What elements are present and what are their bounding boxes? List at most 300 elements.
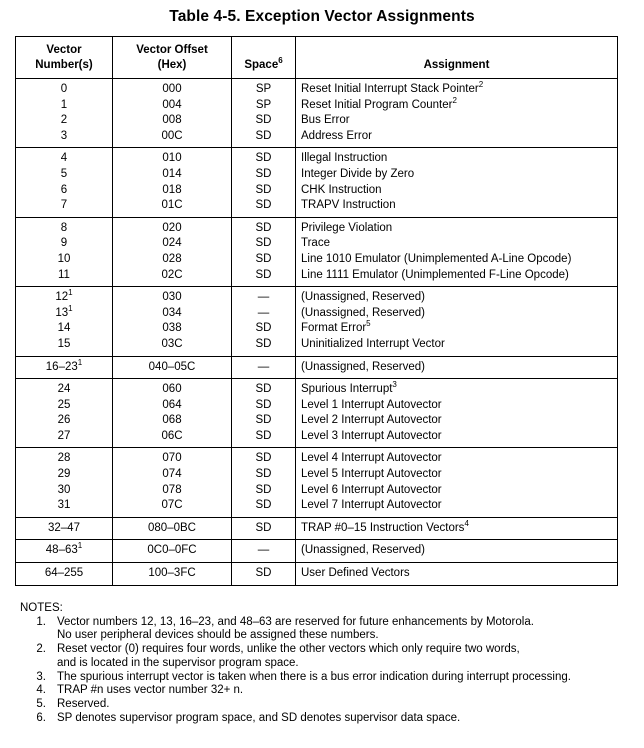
assignment-value	[301, 337, 617, 353]
space-value	[232, 151, 295, 167]
vector-number-value	[16, 82, 112, 98]
space-value	[232, 113, 295, 129]
assignment-text: Level 1 Interrupt Autovector	[301, 398, 442, 411]
note-text	[57, 671, 620, 685]
footnote-ref: 1	[68, 303, 73, 313]
vector-number-text: 30	[57, 483, 71, 496]
space-text: SD	[255, 183, 272, 196]
space-cell	[232, 287, 296, 356]
vector-offset-text: 038	[162, 322, 182, 335]
footnote-ref: 5	[366, 319, 371, 329]
note-line: SP denotes supervisor program space, and SD denotes supervisor data space.	[57, 711, 461, 724]
vector-offset-value	[113, 268, 231, 284]
vector-offset-value	[113, 167, 231, 183]
note-number: 3.	[36, 670, 46, 683]
vector-number-value	[16, 357, 112, 376]
vector-offset-value	[113, 98, 231, 114]
space-value	[232, 198, 295, 214]
vector-offset-text: 03C	[161, 337, 183, 350]
vector-number-value	[16, 236, 112, 252]
vector-offset-cell	[113, 517, 232, 540]
note-item	[20, 698, 620, 712]
vector-number-text: 0	[60, 83, 68, 95]
assignment-value	[301, 498, 617, 514]
note-line: and is located in the supervisor program space.	[57, 656, 299, 669]
vector-offset-text: 034	[162, 306, 182, 319]
space-text: SD	[255, 398, 272, 411]
vector-number-cell	[16, 287, 113, 356]
assignment-text: Format Error	[301, 322, 367, 335]
assignment-value	[301, 236, 617, 252]
vector-number-text: 15	[57, 337, 71, 350]
assignment-cell	[296, 79, 618, 148]
vector-number-text: 25	[57, 398, 71, 411]
notes-section	[20, 602, 620, 725]
table-row-group	[16, 287, 618, 356]
assignment-value	[301, 413, 617, 429]
vector-number-text: 29	[57, 468, 71, 481]
assignment-cell	[296, 517, 618, 540]
space-value	[232, 321, 295, 337]
vector-number-text: 27	[57, 429, 71, 442]
vector-number-text: 8	[60, 221, 68, 234]
vector-number-value	[16, 129, 112, 145]
vector-offset-value	[113, 198, 231, 214]
space-text: SD	[255, 483, 272, 496]
assignment-text: Line 1010 Emulator (Unimplemented A-Line Opcode)	[301, 252, 572, 265]
space-text: SD	[255, 499, 272, 512]
assignment-value	[301, 290, 617, 306]
vector-offset-text: 008	[162, 114, 182, 127]
vector-offset-cell	[113, 217, 232, 286]
table-row-group	[16, 217, 618, 286]
space-text: SD	[255, 152, 272, 165]
vector-offset-value	[113, 498, 231, 514]
note-text	[57, 684, 620, 698]
vector-number-value	[16, 321, 112, 337]
note-item	[20, 712, 620, 726]
assignment-text: Level 7 Interrupt Autovector	[301, 499, 442, 512]
note-item	[20, 643, 620, 670]
vector-number-value	[16, 303, 112, 322]
vector-offset-value	[113, 321, 231, 337]
vector-offset-value	[113, 337, 231, 353]
vector-number-value	[16, 268, 112, 284]
space-text: SD	[255, 337, 272, 350]
space-cell	[232, 356, 296, 379]
vector-number-cell	[16, 379, 113, 448]
vector-number-cell	[16, 356, 113, 379]
vector-number-text: 14	[57, 322, 71, 335]
note-line: Vector numbers 12, 13, 16–23, and 48–63 are reserved for future enhancements by Motorola.	[57, 615, 534, 628]
assignment-value	[301, 321, 617, 337]
space-text: SD	[255, 567, 272, 580]
vector-offset-cell	[113, 287, 232, 356]
space-text: SD	[255, 414, 272, 427]
space-text: SD	[255, 521, 272, 534]
assignment-text: Integer Divide by Zero	[301, 167, 415, 180]
header-assignment-label: Assignment	[423, 59, 490, 71]
space-cell	[232, 79, 296, 148]
assignment-value	[301, 268, 617, 284]
vector-offset-cell	[113, 79, 232, 148]
vector-number-value	[16, 252, 112, 268]
note-line: Reset vector (0) requires four words, unlike the other vectors which only require two words,	[57, 643, 520, 656]
vector-number-value	[16, 98, 112, 114]
assignment-text: Address Error	[301, 129, 372, 142]
vector-number-text: 11	[58, 268, 70, 281]
vector-offset-value	[113, 382, 231, 398]
space-text: SP	[255, 83, 272, 95]
space-cell	[232, 217, 296, 286]
vector-offset-text: 000	[162, 83, 182, 95]
vector-number-value	[16, 198, 112, 214]
note-number: 4.	[36, 684, 46, 697]
space-text: SD	[255, 452, 272, 465]
vector-offset-text: 024	[162, 237, 182, 250]
space-cell	[232, 540, 296, 563]
vector-offset-text: 030	[162, 291, 182, 304]
vector-number-value	[16, 113, 112, 129]
assignment-text: TRAP #0–15 Instruction Vectors	[301, 521, 465, 534]
assignment-value	[301, 198, 617, 214]
assignment-cell	[296, 217, 618, 286]
vector-number-text: 4	[60, 152, 68, 165]
vector-number-value	[16, 521, 112, 537]
space-value	[232, 221, 295, 237]
assignment-value	[301, 398, 617, 414]
vector-number-value	[16, 183, 112, 199]
space-text: SD	[255, 268, 272, 281]
vector-offset-value	[113, 221, 231, 237]
vector-offset-text: 01C	[161, 199, 183, 212]
assignment-text: User Defined Vectors	[301, 567, 410, 580]
vector-number-value	[16, 382, 112, 398]
note-number: 5.	[36, 697, 46, 710]
vector-number-cell	[16, 563, 113, 586]
vector-number-text: 31	[57, 499, 71, 512]
table-header-row	[16, 37, 618, 79]
vector-offset-value	[113, 398, 231, 414]
vector-offset-cell	[113, 356, 232, 379]
assignment-text: Privilege Violation	[301, 221, 393, 234]
vector-offset-value	[113, 151, 231, 167]
space-value	[232, 290, 295, 306]
note-line: TRAP #n uses vector number 32+ n.	[57, 684, 244, 697]
vector-offset-cell	[113, 148, 232, 217]
assignment-value	[301, 113, 617, 129]
assignment-text: CHK Instruction	[301, 183, 382, 196]
space-text: SD	[255, 468, 272, 481]
vector-offset-value	[113, 566, 231, 582]
header-space	[232, 37, 296, 79]
table-row-group	[16, 148, 618, 217]
vector-offset-value	[113, 543, 231, 559]
note-item	[20, 616, 620, 643]
header-offset-line2: (Hex)	[157, 59, 187, 71]
vector-offset-text: 070	[162, 452, 182, 465]
vector-number-value	[16, 467, 112, 483]
vector-offset-cell	[113, 563, 232, 586]
space-cell	[232, 563, 296, 586]
assignment-value	[301, 151, 617, 167]
footnote-ref: 2	[452, 95, 457, 105]
vector-offset-value	[113, 306, 231, 322]
assignment-text: Trace	[301, 237, 330, 250]
vector-offset-text: 018	[162, 183, 182, 196]
vector-number-cell	[16, 540, 113, 563]
space-value	[232, 483, 295, 499]
space-cell	[232, 148, 296, 217]
header-offset-line1: Vector Offset	[136, 44, 208, 56]
assignment-text: (Unassigned, Reserved)	[301, 360, 426, 373]
vector-number-text: 7	[60, 199, 68, 212]
assignment-value	[301, 183, 617, 199]
footnote-ref: 2	[478, 80, 484, 89]
vector-number-text: 5	[60, 167, 68, 180]
vector-offset-text: 014	[162, 167, 182, 180]
vector-offset-text: 06C	[161, 429, 183, 442]
assignment-text: Uninitialized Interrupt Vector	[301, 337, 445, 350]
vector-number-value	[16, 167, 112, 183]
table-row-group	[16, 517, 618, 540]
assignment-text: Level 4 Interrupt Autovector	[301, 452, 442, 465]
vector-offset-text: 07C	[161, 499, 183, 512]
assignment-value	[301, 429, 617, 445]
header-vector-number	[16, 37, 113, 79]
note-text	[57, 643, 620, 670]
space-value	[232, 129, 295, 145]
table-title: Table 4-5. Exception Vector Assignments	[169, 8, 475, 25]
header-vector-line2: Number(s)	[35, 59, 93, 71]
note-number: 6.	[36, 711, 46, 724]
note-line: Reserved.	[57, 697, 110, 710]
assignment-cell	[296, 540, 618, 563]
vector-number-value	[16, 398, 112, 414]
assignment-text: Level 3 Interrupt Autovector	[301, 429, 442, 442]
table-row-group	[16, 79, 618, 148]
assignment-text: Reset Initial Interrupt Stack Pointer	[301, 83, 479, 95]
vector-offset-value	[113, 413, 231, 429]
assignment-value	[301, 221, 617, 237]
assignment-value	[301, 467, 617, 483]
vector-number-cell	[16, 148, 113, 217]
space-value	[232, 521, 295, 537]
assignment-value	[301, 566, 617, 582]
vector-offset-cell	[113, 540, 232, 563]
vector-number-value	[16, 566, 112, 582]
vector-offset-text: 060	[162, 383, 182, 396]
vector-number-text: 2	[60, 114, 68, 127]
vector-number-value	[16, 221, 112, 237]
notes-heading: NOTES:	[20, 602, 63, 614]
table-row-group	[16, 356, 618, 379]
footnote-ref: 1	[77, 541, 83, 551]
vector-number-cell	[16, 517, 113, 540]
vector-offset-text: 080–0BC	[148, 521, 196, 534]
header-space-label: Space	[244, 59, 279, 71]
space-value	[232, 167, 295, 183]
assignment-text: (Unassigned, Reserved)	[301, 291, 426, 304]
assignment-value	[301, 306, 617, 322]
space-cell	[232, 517, 296, 540]
space-value	[232, 82, 295, 98]
assignment-value	[301, 451, 617, 467]
assignment-text: Bus Error	[301, 114, 350, 127]
vector-number-cell	[16, 217, 113, 286]
space-value	[232, 360, 295, 376]
space-value	[232, 382, 295, 398]
assignment-value	[301, 382, 617, 398]
vector-number-text: 13	[55, 306, 69, 319]
vector-offset-text: 040–05C	[148, 360, 196, 373]
vector-number-cell	[16, 79, 113, 148]
space-value	[232, 183, 295, 199]
vector-number-value	[16, 151, 112, 167]
note-line: The spurious interrupt vector is taken when there is a bus error indication during interrupt processing.	[57, 670, 571, 683]
table-row-group	[16, 379, 618, 448]
vector-number-value	[16, 498, 112, 514]
assignment-value	[301, 129, 617, 145]
vector-number-text: 64–255	[44, 567, 84, 580]
space-text: SP	[255, 98, 272, 111]
vector-offset-cell	[113, 448, 232, 517]
vector-offset-text: 028	[162, 252, 182, 265]
header-vector-offset	[113, 37, 232, 79]
note-item	[20, 684, 620, 698]
vector-offset-value	[113, 183, 231, 199]
assignment-text: (Unassigned, Reserved)	[301, 306, 426, 319]
assignment-text: Spurious Interrupt	[301, 383, 393, 396]
vector-number-text: 6	[60, 183, 68, 196]
vector-number-cell	[16, 448, 113, 517]
note-number: 1.	[36, 615, 46, 628]
footnote-ref: 1	[77, 357, 83, 367]
vector-number-value	[16, 543, 112, 559]
space-value	[232, 429, 295, 445]
space-value	[232, 236, 295, 252]
assignment-value	[301, 252, 617, 268]
assignment-text: Line 1111 Emulator (Unimplemented F-Line Opcode)	[301, 268, 569, 281]
vector-offset-text: 078	[162, 483, 182, 496]
space-text: SD	[255, 252, 272, 265]
vector-number-text: 24	[57, 383, 71, 396]
note-text	[57, 698, 620, 712]
vector-offset-value	[113, 236, 231, 252]
vector-offset-text: 064	[162, 398, 182, 411]
vector-offset-value	[113, 252, 231, 268]
notes-list	[20, 616, 620, 726]
vector-offset-value	[113, 483, 231, 499]
assignment-text: (Unassigned, Reserved)	[301, 544, 426, 557]
assignment-value	[301, 518, 617, 537]
vector-offset-text: 100–3FC	[148, 567, 196, 580]
vector-offset-value	[113, 129, 231, 145]
assignment-cell	[296, 356, 618, 379]
header-space-footnote-ref: 6	[278, 56, 283, 65]
vector-number-text: 3	[60, 129, 68, 142]
vector-number-text: 16–23	[45, 360, 78, 373]
note-text	[57, 616, 620, 643]
note-number: 2.	[36, 643, 46, 656]
vector-number-value	[16, 483, 112, 499]
assignment-text: Level 6 Interrupt Autovector	[301, 483, 442, 496]
note-line: No user peripheral devices should be assigned these numbers.	[57, 629, 379, 642]
space-value	[232, 543, 295, 559]
vector-offset-value	[113, 521, 231, 537]
vector-number-text: 9	[60, 237, 68, 250]
table-row-group	[16, 448, 618, 517]
space-value	[232, 398, 295, 414]
note-item	[20, 671, 620, 685]
assignment-text: TRAPV Instruction	[301, 199, 396, 212]
vector-number-text: 12	[55, 291, 69, 304]
assignment-cell	[296, 448, 618, 517]
vector-number-text: 10	[57, 252, 71, 265]
vector-offset-cell	[113, 379, 232, 448]
vector-number-value	[16, 290, 112, 306]
space-text: SD	[255, 237, 272, 250]
vector-number-value	[16, 429, 112, 445]
assignment-text: Level 5 Interrupt Autovector	[301, 468, 442, 481]
vector-offset-value	[113, 290, 231, 306]
space-text: —	[257, 360, 270, 373]
space-text: SD	[255, 167, 272, 180]
vector-number-text: 1	[60, 98, 68, 111]
space-text: —	[257, 544, 270, 557]
assignment-cell	[296, 379, 618, 448]
note-text	[57, 712, 620, 726]
assignment-value	[301, 82, 617, 98]
vector-number-value	[16, 337, 112, 353]
header-assignment	[296, 37, 618, 79]
assignment-value	[301, 167, 617, 183]
assignment-value	[301, 483, 617, 499]
vector-offset-text: 00C	[161, 129, 183, 142]
space-text: —	[257, 291, 270, 304]
space-text: SD	[255, 322, 272, 335]
space-value	[232, 337, 295, 353]
vector-number-text: 26	[57, 414, 71, 427]
space-text: —	[257, 306, 270, 319]
footnote-ref: 4	[464, 518, 469, 528]
vector-offset-value	[113, 467, 231, 483]
space-cell	[232, 448, 296, 517]
space-text: SD	[255, 114, 272, 127]
exception-vector-table	[15, 36, 618, 586]
space-value	[232, 98, 295, 114]
vector-offset-value	[113, 451, 231, 467]
vector-offset-text: 010	[162, 152, 182, 165]
vector-offset-text: 02C	[161, 268, 183, 281]
assignment-cell	[296, 563, 618, 586]
vector-offset-text: 0C0–0FC	[147, 544, 197, 557]
vector-number-text: 28	[57, 452, 71, 465]
space-text: SD	[255, 129, 272, 142]
assignment-text: Level 2 Interrupt Autovector	[301, 414, 442, 427]
space-value	[232, 451, 295, 467]
assignment-cell	[296, 287, 618, 356]
vector-offset-value	[113, 360, 231, 376]
vector-offset-text: 068	[162, 414, 182, 427]
space-value	[232, 413, 295, 429]
assignment-value	[301, 95, 617, 114]
vector-number-value	[16, 413, 112, 429]
vector-offset-text: 004	[162, 98, 182, 111]
vector-offset-value	[113, 113, 231, 129]
footnote-ref: 1	[68, 288, 73, 298]
space-value	[232, 498, 295, 514]
